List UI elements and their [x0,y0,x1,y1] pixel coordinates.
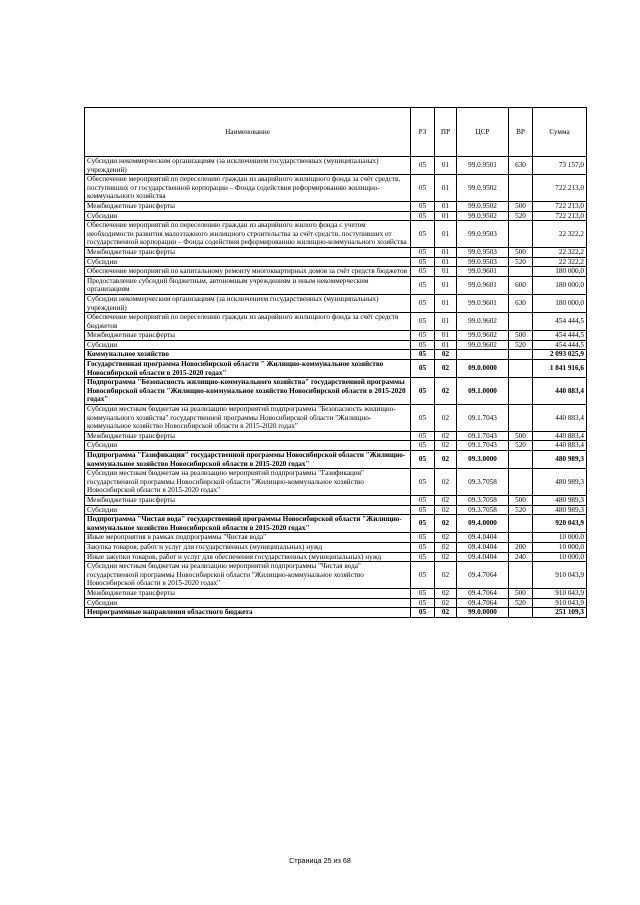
table-row [85,515,587,533]
cell-csr: 99.0.9503 [457,247,509,257]
cell-vr: 520 [509,211,533,221]
cell-name: Субсидии некоммерческим организациям (за исключением государственных (муниципальных) учреждений) [85,294,411,312]
cell-pr: 02 [435,608,457,618]
table-row [85,378,587,405]
cell-rz: 05 [411,441,435,451]
cell-name: Субсидии местным бюджетам на реализацию мероприятий подпрограммы "Безопасность жилищно-коммунального хозяйства" государственной программы Новосибирской области "Жилищно-коммунальное хозяйство Новосибирской области в 2015-2020 годах" [85,405,411,432]
cell-pr: 02 [435,505,457,515]
cell-vr: 520 [509,257,533,267]
cell-csr: 99.0.9501 [457,157,509,175]
cell-csr: 09.0.0000 [457,360,509,378]
cell-pr: 01 [435,175,457,202]
table-row [85,360,587,378]
cell-rz: 05 [411,221,435,248]
table-row [85,469,587,496]
cell-rz: 05 [411,350,435,360]
cell-vr: 600 [509,276,533,294]
cell-name: Закупка товаров, работ и услуг для государственных (муниципальных) нужд [85,542,411,552]
cell-pr: 02 [435,441,457,451]
cell-rz: 05 [411,257,435,267]
cell-name: Предоставление субсидий бюджетным, автономным учреждениям и иным некоммерческим организациям [85,276,411,294]
header-csr: ЦСР [457,108,509,157]
cell-vr [509,469,533,496]
cell-sum: 180 000,0 [533,267,587,277]
table-row [85,533,587,543]
cell-csr: 09.4.0404 [457,533,509,543]
cell-csr: 09.1.0000 [457,378,509,405]
table-row [85,175,587,202]
cell-sum: 454 444,5 [533,313,587,331]
cell-sum: 910 043,9 [533,562,587,589]
cell-name: Межбюджетные трансферты [85,431,411,441]
cell-csr: 09.4.0404 [457,552,509,562]
cell-sum: 22 322,2 [533,247,587,257]
cell-name: Субсидии местным бюджетам на реализацию мероприятий подпрограммы "Газификация" государственной программы Новосибирской области "Жилищно-коммунальное хозяйство Новосибирской области в 2015-2020 годах" [85,469,411,496]
cell-sum: 251 109,3 [533,608,587,618]
cell-sum: 480 989,3 [533,451,587,469]
cell-csr: 09.1.7043 [457,431,509,441]
cell-vr: 500 [509,331,533,341]
cell-csr: 09.4.7064 [457,562,509,589]
cell-pr: 01 [435,313,457,331]
cell-csr: 99.0.9601 [457,294,509,312]
cell-sum: 722 213,0 [533,201,587,211]
cell-name: Межбюджетные трансферты [85,201,411,211]
cell-sum: 2 093 025,9 [533,350,587,360]
cell-name: Субсидии [85,598,411,608]
header-rz: РЗ [411,108,435,157]
cell-vr [509,378,533,405]
cell-csr: 99.0.9503 [457,221,509,248]
cell-pr: 02 [435,360,457,378]
cell-vr: 520 [509,441,533,451]
cell-rz: 05 [411,451,435,469]
cell-rz: 05 [411,469,435,496]
cell-vr [509,175,533,202]
cell-pr: 02 [435,431,457,441]
cell-sum: 73 157,0 [533,157,587,175]
cell-name: Подпрограмма "Чистая вода" государственной программы Новосибирской области "Жилищно-коммунальное хозяйство Новосибирской области в 2015-2020 годах" [85,515,411,533]
cell-name: Субсидии [85,441,411,451]
cell-sum: 180 000,0 [533,276,587,294]
cell-rz: 05 [411,515,435,533]
cell-vr [509,267,533,277]
table-row [85,505,587,515]
cell-sum: 180 000,0 [533,294,587,312]
cell-csr: 99.0.9502 [457,175,509,202]
table-row [85,340,587,350]
cell-rz: 05 [411,247,435,257]
cell-name: Субсидии [85,505,411,515]
cell-csr: 09.1.7043 [457,405,509,432]
table-row [85,313,587,331]
cell-csr: 09.4.7064 [457,598,509,608]
cell-sum: 910 043,9 [533,598,587,608]
cell-sum: 480 989,3 [533,469,587,496]
table-row [85,552,587,562]
cell-sum: 910 043,9 [533,588,587,598]
cell-name: Субсидии [85,340,411,350]
table-row [85,211,587,221]
cell-csr: 09.3.0000 [457,451,509,469]
cell-sum: 920 043,9 [533,515,587,533]
table-row [85,562,587,589]
table-header-row [85,108,587,157]
cell-csr: 99.0.9601 [457,276,509,294]
cell-pr: 01 [435,267,457,277]
cell-csr: 99.0.0000 [457,608,509,618]
cell-pr: 02 [435,562,457,589]
cell-rz: 05 [411,313,435,331]
cell-csr: 99.0.9502 [457,211,509,221]
cell-name: Государственная программа Новосибирской области " Жилищно-коммунальное хозяйство Новосибирской области в 2015-2020 годах" [85,360,411,378]
table-row [85,276,587,294]
cell-vr: 500 [509,247,533,257]
cell-csr: 09.3.7058 [457,495,509,505]
cell-name: Иные мероприятия в рамках подпрограммы "Чистая вода" [85,533,411,543]
cell-vr: 520 [509,598,533,608]
cell-vr [509,313,533,331]
budget-table [84,107,587,618]
cell-sum: 10 000,0 [533,533,587,543]
cell-csr: 99.0.9601 [457,267,509,277]
cell-name: Обеспечение мероприятий по переселению граждан из аварийного жилищного фонда за счёт средств, поступивших от государственной корпорации – Фонда содействия реформированию жилищно-коммунального хозяйства [85,175,411,202]
cell-rz: 05 [411,211,435,221]
cell-name: Обеспечение мероприятий по капитальному ремонту многоквартирных домов за счёт средств бюджетов [85,267,411,277]
cell-csr: 99.0.9602 [457,331,509,341]
cell-name: Субсидии [85,211,411,221]
cell-rz: 05 [411,201,435,211]
cell-rz: 05 [411,294,435,312]
cell-name: Коммунальное хозяйство [85,350,411,360]
cell-csr: 09.3.7058 [457,505,509,515]
cell-csr: 09.4.0404 [457,542,509,552]
cell-rz: 05 [411,533,435,543]
cell-pr: 01 [435,331,457,341]
table-row [85,405,587,432]
header-name: Наименование [85,108,411,157]
cell-rz: 05 [411,562,435,589]
cell-rz: 05 [411,175,435,202]
header-sum: Сумма [533,108,587,157]
cell-rz: 05 [411,505,435,515]
table-row [85,451,587,469]
cell-name: Субсидии местным бюджетам на реализацию мероприятий подпрограммы "Чистая вода" государственной программы Новосибирской области "Жилищно-коммунальное хозяйство Новосибирской области в 2015-2020 годах" [85,562,411,589]
cell-rz: 05 [411,495,435,505]
cell-pr: 02 [435,515,457,533]
cell-name: Межбюджетные трансферты [85,588,411,598]
cell-rz: 05 [411,588,435,598]
cell-vr: 240 [509,552,533,562]
cell-name: Субсидии некоммерческим организациям (за исключением государственных (муниципальных) учреждений) [85,157,411,175]
cell-rz: 05 [411,340,435,350]
cell-sum: 440 883,4 [533,431,587,441]
cell-vr: 630 [509,157,533,175]
cell-pr: 02 [435,598,457,608]
cell-pr: 02 [435,405,457,432]
table-row [85,294,587,312]
cell-rz: 05 [411,267,435,277]
cell-name: Иные закупки товаров, работ и услуг для обеспечения государственных (муниципальных) нужд [85,552,411,562]
cell-rz: 05 [411,542,435,552]
cell-sum: 480 989,3 [533,495,587,505]
cell-pr: 02 [435,495,457,505]
cell-vr: 200 [509,542,533,552]
cell-rz: 05 [411,405,435,432]
cell-rz: 05 [411,598,435,608]
cell-sum: 454 444,5 [533,340,587,350]
table-row [85,431,587,441]
cell-csr: 09.4.7064 [457,588,509,598]
cell-rz: 05 [411,331,435,341]
cell-sum: 454 444,5 [533,331,587,341]
cell-sum: 22 322,2 [533,221,587,248]
cell-rz: 05 [411,608,435,618]
cell-vr: 500 [509,495,533,505]
cell-pr: 02 [435,533,457,543]
cell-vr [509,360,533,378]
cell-vr [509,608,533,618]
cell-sum: 10 000,0 [533,552,587,562]
cell-csr: 09.3.7058 [457,469,509,496]
cell-sum: 1 841 916,6 [533,360,587,378]
cell-pr: 02 [435,350,457,360]
cell-pr: 01 [435,157,457,175]
table-row [85,201,587,211]
table-row [85,247,587,257]
table-row [85,221,587,248]
cell-pr: 01 [435,340,457,350]
cell-csr: 99.0.9503 [457,257,509,267]
header-vr: ВР [509,108,533,157]
cell-rz: 05 [411,378,435,405]
cell-csr: 99.0.9502 [457,201,509,211]
cell-pr: 02 [435,588,457,598]
cell-csr: 99.0.9602 [457,340,509,350]
cell-rz: 05 [411,157,435,175]
table-row [85,257,587,267]
cell-sum: 440 883,4 [533,405,587,432]
cell-sum: 440 883,4 [533,441,587,451]
header-pr: ПР [435,108,457,157]
cell-pr: 02 [435,469,457,496]
cell-vr: 500 [509,201,533,211]
page-number: Страница 25 из 68 [289,856,351,865]
cell-vr: 520 [509,340,533,350]
table-row [85,157,587,175]
cell-csr: 09.1.7043 [457,441,509,451]
cell-sum: 722 213,0 [533,211,587,221]
cell-vr [509,350,533,360]
table-row [85,267,587,277]
cell-name: Субсидии [85,257,411,267]
cell-pr: 01 [435,276,457,294]
cell-pr: 01 [435,257,457,267]
table-row [85,350,587,360]
cell-pr: 02 [435,451,457,469]
cell-name: Подпрограмма "Безопасность жилищно-коммунального хозяйства" государственной программы Новосибирской области "Жилищно-коммунальное хозяйство Новосибирской области в 2015-2020 годах" [85,378,411,405]
cell-name: Межбюджетные трансферты [85,331,411,341]
cell-sum: 722 213,0 [533,175,587,202]
cell-vr [509,451,533,469]
cell-pr: 01 [435,221,457,248]
table-row [85,598,587,608]
cell-vr [509,533,533,543]
table-row [85,608,587,618]
cell-sum: 22 322,2 [533,257,587,267]
cell-vr: 500 [509,588,533,598]
cell-name: Обеспечение мероприятий по переселению граждан из аварийного жилищного фонда за счёт средств бюджетов [85,313,411,331]
cell-pr: 01 [435,201,457,211]
cell-pr: 02 [435,542,457,552]
cell-sum: 440 883,4 [533,378,587,405]
cell-name: Непрограммные направления областного бюджета [85,608,411,618]
table-row [85,495,587,505]
cell-name: Обеспечение мероприятий по переселению граждан из аварийного жилого фонда с учетом необходимости развития малоэтажного жилищного строительства за счёт средств, поступивших от государственной корпорации – Фонда содействия реформированию жилищно-коммунального хозяйства [85,221,411,248]
cell-rz: 05 [411,276,435,294]
cell-vr [509,562,533,589]
cell-csr [457,350,509,360]
cell-sum: 10 000,0 [533,542,587,552]
cell-pr: 01 [435,294,457,312]
cell-vr [509,515,533,533]
cell-vr: 520 [509,505,533,515]
cell-sum: 480 989,3 [533,505,587,515]
cell-vr: 500 [509,431,533,441]
cell-rz: 05 [411,360,435,378]
cell-csr: 09.4.0000 [457,515,509,533]
cell-csr: 99.0.9602 [457,313,509,331]
cell-pr: 02 [435,378,457,405]
cell-vr [509,221,533,248]
cell-vr: 630 [509,294,533,312]
cell-name: Межбюджетные трансферты [85,247,411,257]
cell-name: Подпрограмма "Газификация" государственной программы Новосибирской области "Жилищно-коммунальное хозяйство Новосибирской области в 2015-2020 годах" [85,451,411,469]
table-row [85,542,587,552]
table-row [85,441,587,451]
table-row [85,588,587,598]
table-row [85,331,587,341]
cell-pr: 02 [435,552,457,562]
cell-rz: 05 [411,552,435,562]
cell-name: Межбюджетные трансферты [85,495,411,505]
cell-rz: 05 [411,431,435,441]
cell-pr: 01 [435,211,457,221]
cell-vr [509,405,533,432]
cell-pr: 01 [435,247,457,257]
